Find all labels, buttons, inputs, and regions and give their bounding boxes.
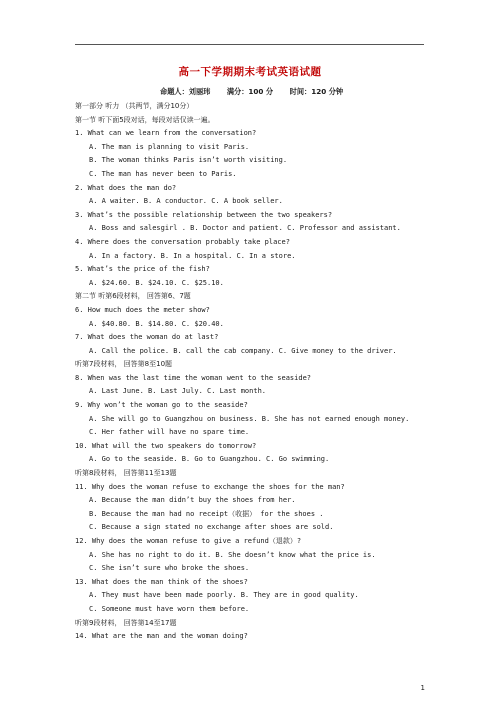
section-heading: 第一部分 听力 （共两节，满分10分）: [75, 102, 194, 110]
option-line: A. In a factory. B. In a hospital. C. In a store.: [89, 251, 296, 260]
option-line: B. The woman thinks Paris isn’t worth visiting.: [89, 156, 288, 165]
question-line: 4. Where does the conversation probably take place?: [75, 237, 290, 246]
page-title: 高一下学期期末考试英语试题: [178, 66, 322, 78]
option-line: A. $40.80. B. $14.80. C. $20.40.: [89, 319, 224, 328]
option-line: A. The man is planning to visit Paris.: [89, 142, 250, 151]
section-heading: 听第8段材料， 回答第11至13题: [75, 469, 177, 478]
question-line: 1. What can we learn from the conversation?: [75, 129, 257, 138]
question-line: 5. What’s the price of the fish?: [75, 265, 210, 274]
page-number: 1: [420, 684, 425, 692]
question-line: 8. When was the last time the woman went to the seaside?: [75, 373, 312, 382]
option-line: C. Her father will have no spare time.: [89, 428, 250, 437]
question-line: 14. What are the man and the woman doing?: [75, 632, 248, 641]
question-line: 9. Why won’t the woman go to the seaside?: [75, 401, 248, 410]
exam-meta: [160, 87, 357, 97]
author-label: 命题人：刘丽玮: [160, 87, 211, 96]
option-line: A. She has no right to do it. B. She doesn’t know what the price is.: [89, 550, 376, 559]
option-line: C. Because a sign stated no exchange after shoes are sold.: [89, 523, 334, 532]
option-line: A. $24.60. B. $24.10. C. $25.10.: [89, 278, 224, 287]
option-line: A. A waiter. B. A conductor. C. A book seller.: [89, 197, 283, 206]
option-line: C. Someone must have worn them before.: [89, 604, 250, 613]
header-rule: [75, 44, 424, 45]
option-line: A. They must have been made poorly. B. They are in good quality.: [89, 591, 359, 600]
option-line: A. Call the police. B. call the cab company. C. Give money to the driver.: [89, 346, 397, 355]
question-line: 3. What’s the possible relationship between the two speakers?: [75, 210, 333, 219]
question-line: 2. What does the man do?: [75, 183, 177, 192]
time-label: 时间：120 分钟: [289, 87, 344, 96]
question-line: 7. What does the woman do at last?: [75, 333, 219, 342]
question-line: 12. Why does the woman refuse to give a refund（退款）?: [75, 537, 302, 545]
question-line: 13. What does the man think of the shoes?: [75, 577, 248, 586]
section-heading: 听第9段材料， 回答第14至17题: [75, 618, 177, 627]
score-label: 满分：100 分: [226, 87, 274, 96]
option-line: A. Go to the seaside. B. Go to Guangzhou. C. Go swimming.: [89, 455, 330, 464]
option-line: A. She will go to Guangzhou on business. B. She has not earned enough money.: [89, 414, 410, 423]
option-line: A. Boss and salesgirl . B. Doctor and patient. C. Professor and assistant.: [89, 224, 401, 233]
option-line: B. Because the man had no receipt（收据） for the shoes .: [89, 509, 324, 518]
question-line: 11. Why does the woman refuse to exchange the shoes for the man?: [75, 482, 345, 491]
option-line: C. The man has never been to Paris.: [89, 169, 237, 178]
option-line: C. She isn’t sure who broke the shoes.: [89, 564, 250, 573]
question-line: 10. What will the two speakers do tomorrow?: [75, 441, 257, 450]
section-heading: 第一节 听下面5段对话，每段对话仅读一遍。: [75, 115, 215, 124]
section-heading: 第二节 听第6段材料， 回答第6、7题: [75, 292, 191, 301]
option-line: A. Last June. B. Last July. C. Last month.: [89, 387, 267, 396]
option-line: A. Because the man didn’t buy the shoes from her.: [89, 496, 296, 505]
exam-content: [75, 100, 425, 644]
section-heading: 听第7段材料， 回答第8至10题: [75, 360, 173, 369]
question-line: 6. How much does the meter show?: [75, 305, 210, 314]
